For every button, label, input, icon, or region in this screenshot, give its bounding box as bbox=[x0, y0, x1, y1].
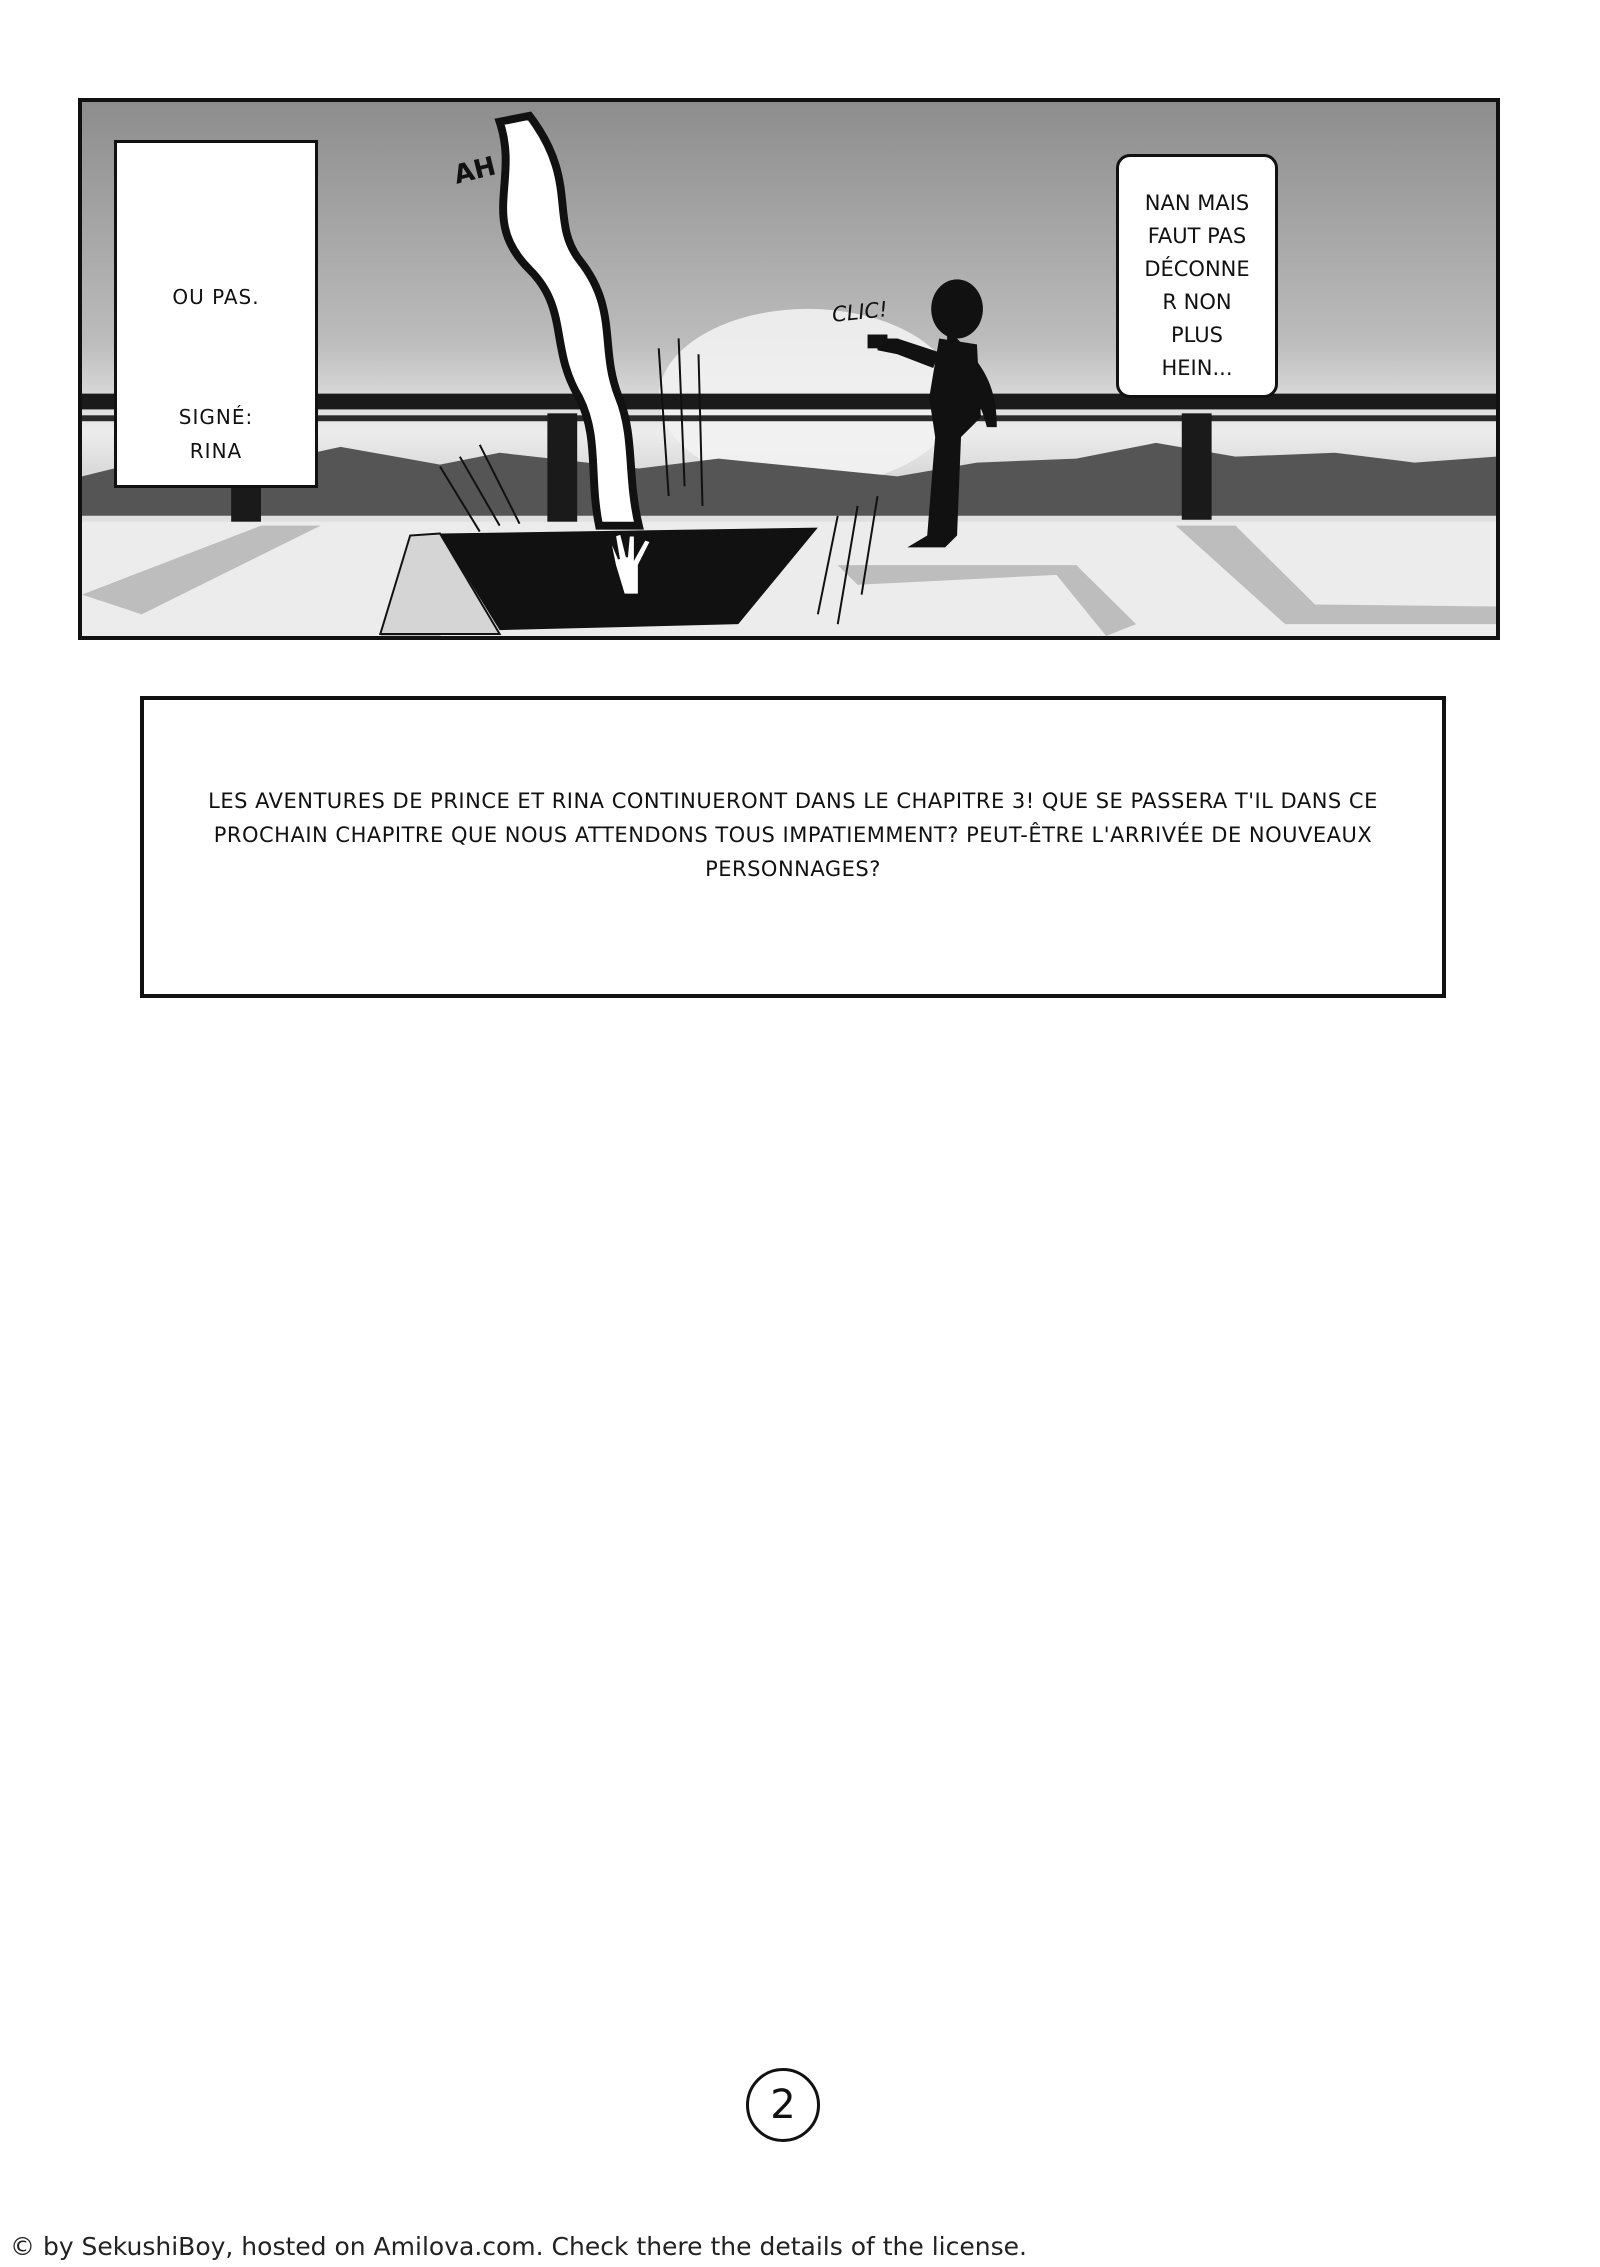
caption-signature-name: RINA bbox=[189, 439, 243, 463]
speech-bubble bbox=[1116, 154, 1278, 398]
speech-line: DÉCONNE bbox=[1144, 257, 1250, 281]
comic-panel bbox=[78, 98, 1500, 640]
narration-box bbox=[140, 696, 1446, 998]
narration-text: LES AVENTURES DE PRINCE ET RINA CONTINUERONT DANS LE CHAPITRE 3! QUE SE PASSERA T'IL DANS CE PROCHAIN CHAPITRE QUE NOUS ATTENDONS TOUS IMPATIEMMENT? PEUT-ÊTRE L'ARRIVÉE DE NOUVEAUX PERSONNAGES? bbox=[208, 789, 1378, 881]
caption-line: OU PAS. bbox=[172, 285, 260, 309]
sfx-clic: CLIC! bbox=[830, 297, 889, 327]
speech-line: FAUT PAS bbox=[1147, 224, 1247, 248]
license-footer: © by SekushiBoy, hosted on Amilova.com. Check there the details of the license. bbox=[10, 2232, 1027, 2261]
speech-line: HEIN... bbox=[1161, 356, 1233, 380]
caption-box bbox=[114, 140, 318, 488]
caption-signature-label: SIGNÉ: bbox=[178, 405, 254, 429]
speech-line: R NON bbox=[1162, 290, 1232, 314]
sfx-ah: AH bbox=[450, 151, 499, 191]
speech-line: PLUS bbox=[1170, 323, 1224, 347]
page-number: 2 bbox=[746, 2068, 820, 2142]
speech-line: NAN MAIS bbox=[1144, 191, 1250, 215]
